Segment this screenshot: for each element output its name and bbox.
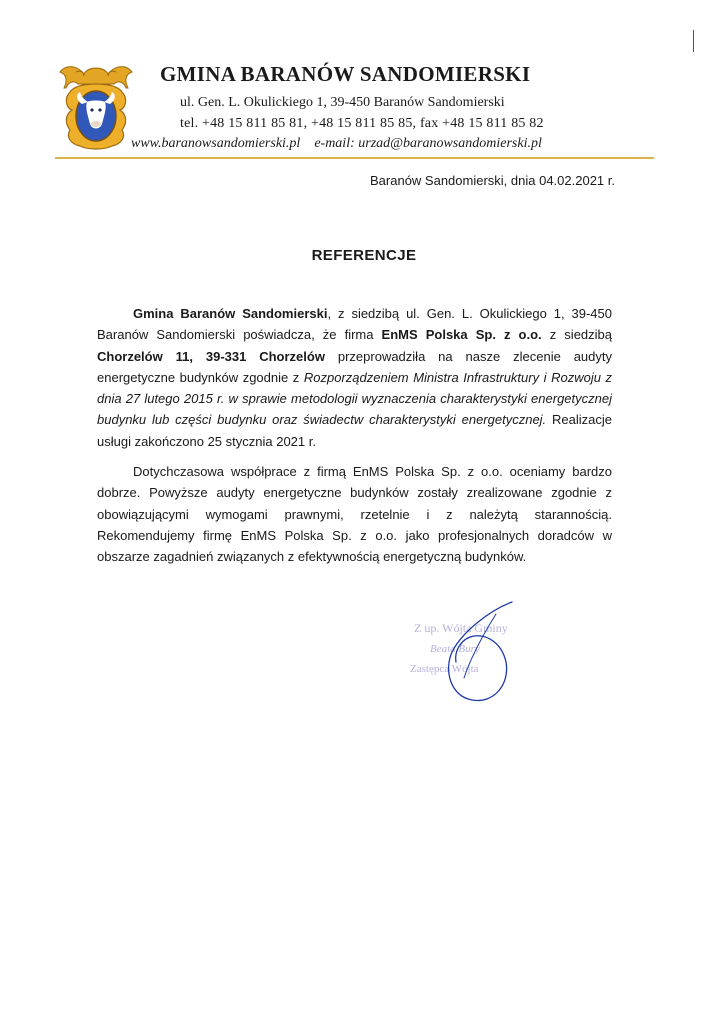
letter-body (97, 303, 612, 568)
website-link[interactable]: www.baranowsandomierski.pl (131, 136, 301, 151)
company-address-bold: Chorzelów 11, 39-331 Chorzelów (97, 348, 325, 364)
paragraph-1-text-d: Realizacje usługi zakończono 25 stycznia 2021 r. (97, 412, 612, 449)
scan-edge-mark (693, 30, 694, 52)
company-name-bold: EnMS Polska Sp. z o.o. (381, 327, 542, 343)
org-phones: tel. +48 15 811 85 81, +48 15 811 85 85, fax +48 15 811 85 82 (180, 116, 544, 131)
paragraph-1-text-b: z siedzibą (541, 327, 612, 343)
org-address: ul. Gen. L. Okulickiego 1, 39-450 Baranów Sandomierski (180, 95, 505, 110)
email-link[interactable]: e-mail: urzad@baranowsandomierski.pl (314, 136, 542, 151)
paragraph-2-text: Dotychczasowa współprace z firmą EnMS Polska Sp. z o.o. oceniamy bardzo dobrze. Powyższe audyty energetyczne budynków zostały zrealizowane zgodnie z obowiązującymi wymogami prawnymi, rzetelnie i z należytą starannością. Rekomendujemy firmę EnMS Polska Sp. z o.o. jako profesjonalnych doradców w obszarze zagadnień związanych z efektywnością energetyczną budynków. (97, 464, 612, 565)
contact-row (131, 136, 542, 152)
date-line: Baranów Sandomierski, dnia 04.02.2021 r. (370, 173, 615, 188)
signature-stamp (400, 600, 550, 710)
document-title: REFERENCJE (311, 247, 417, 264)
paragraph-2 (97, 461, 612, 567)
regulation-reference: Rozporządzeniem Ministra Infrastruktury i Rozwoju z dnia 27 lutego 2015 r. w sprawie metodologii wyznaczenia charakterystyki energetycznej budynku lub części budynku oraz świadectw charakterystyki energetycznej. (97, 369, 613, 428)
paragraph-1-text-c: przeprowadziła na nasze zlecenie audyty energetyczne budynków zgodnie z (97, 348, 613, 385)
header-divider (55, 157, 654, 159)
coat-of-arms-icon (54, 58, 138, 154)
paragraph-1 (97, 303, 612, 452)
org-name-bold: Gmina Baranów Sandomierski (133, 306, 328, 321)
stamp-line-2: Beata Bury (430, 643, 480, 655)
stamp-line-1: Z up. Wójta Gminy (414, 621, 508, 635)
org-name: GMINA BARANÓW SANDOMIERSKI (160, 62, 531, 86)
stamp-line-3: Zastępca Wójta (410, 663, 479, 675)
paragraph-1-text-a: , z siedzibą ul. Gen. L. Okulickiego 1, 39-450 Baranów Sandomierski poświadcza, że firma (97, 306, 612, 343)
